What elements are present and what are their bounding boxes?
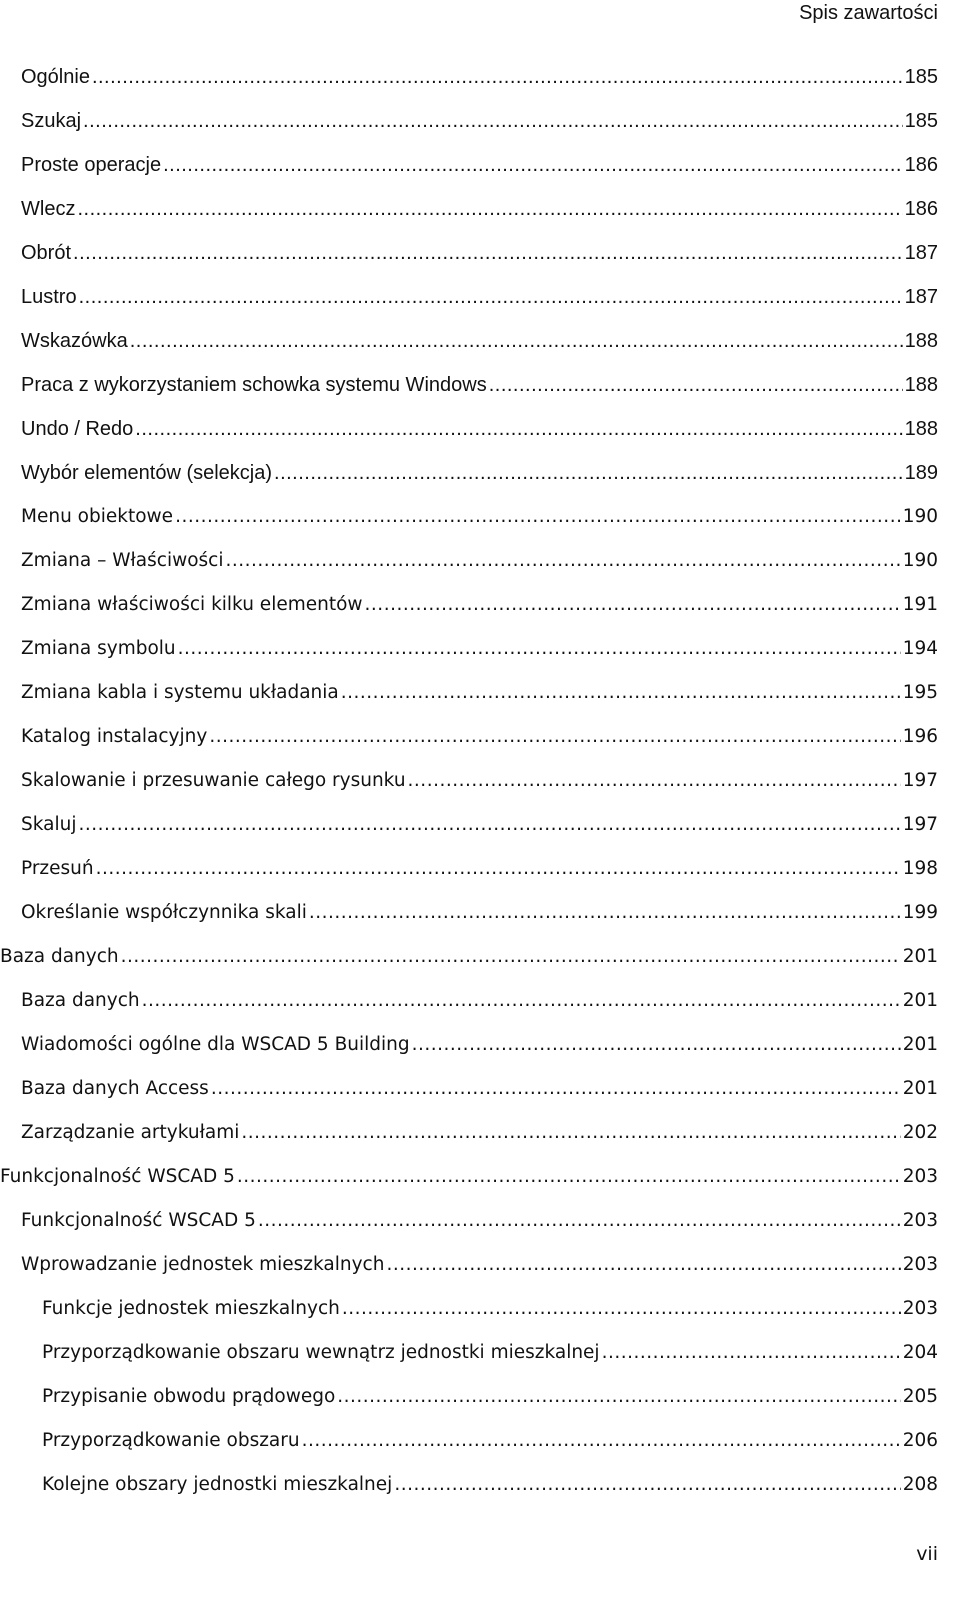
page-header-title: Spis zawartości bbox=[799, 2, 938, 24]
toc-entry-title: Obrót bbox=[21, 242, 72, 264]
toc-entry[interactable] bbox=[0, 979, 938, 1023]
toc-leader-dots bbox=[386, 1243, 900, 1287]
toc-entry-page-number: 196 bbox=[902, 726, 938, 747]
toc-entry[interactable] bbox=[0, 55, 938, 99]
toc-leader-dots bbox=[302, 1419, 901, 1463]
toc-entry-title: Zmiana właściwości kilku elementów bbox=[21, 594, 363, 615]
toc-entry-page-number: 204 bbox=[902, 1342, 938, 1363]
toc-entry[interactable] bbox=[0, 1419, 938, 1463]
toc-entry-title: Funkcjonalność WSCAD 5 bbox=[0, 1166, 235, 1187]
toc-entry[interactable] bbox=[0, 1463, 938, 1507]
toc-entry-title: Szukaj bbox=[21, 110, 82, 132]
toc-entry[interactable] bbox=[0, 1331, 938, 1375]
toc-entry-title: Baza danych bbox=[21, 990, 140, 1011]
toc-entry-title: Lustro bbox=[21, 286, 77, 308]
toc-entry-page-number: 203 bbox=[902, 1166, 938, 1187]
toc-entry-title: Zmiana kabla i systemu układania bbox=[21, 682, 339, 703]
toc-leader-dots bbox=[92, 55, 903, 99]
toc-entry[interactable] bbox=[0, 319, 938, 363]
toc-entry-page-number: 202 bbox=[902, 1122, 938, 1143]
toc-leader-dots bbox=[342, 1287, 901, 1331]
toc-entry-page-number: 197 bbox=[902, 770, 938, 791]
toc-entry-page-number: 199 bbox=[902, 902, 938, 923]
toc-leader-dots bbox=[408, 759, 901, 803]
toc-entry-title: Proste operacje bbox=[21, 154, 162, 176]
toc-entry-title: Przyporządkowanie obszaru bbox=[42, 1430, 300, 1451]
toc-entry-page-number: 186 bbox=[904, 198, 938, 220]
toc-entry-title: Skaluj bbox=[21, 814, 77, 835]
toc-entry-page-number: 203 bbox=[902, 1298, 938, 1319]
toc-entry[interactable] bbox=[0, 407, 938, 451]
toc-entry[interactable] bbox=[0, 803, 938, 847]
toc-leader-dots bbox=[489, 363, 903, 407]
toc-leader-dots bbox=[337, 1375, 900, 1419]
toc-entry-title: Funkcjonalność WSCAD 5 bbox=[21, 1210, 256, 1231]
toc-entry-title: Zmiana symbolu bbox=[21, 638, 176, 659]
toc-entry-title: Skalowanie i przesuwanie całego rysunku bbox=[21, 770, 406, 791]
toc-leader-dots bbox=[96, 847, 901, 891]
toc-entry[interactable] bbox=[0, 891, 938, 935]
toc-entry[interactable] bbox=[0, 1023, 938, 1067]
toc-leader-dots bbox=[394, 1463, 900, 1507]
toc-entry[interactable] bbox=[0, 539, 938, 583]
toc-entry[interactable] bbox=[0, 847, 938, 891]
toc-leader-dots bbox=[602, 1331, 901, 1375]
toc-entry-title: Zarządzanie artykułami bbox=[21, 1122, 240, 1143]
toc-leader-dots bbox=[258, 1199, 901, 1243]
toc-entry-page-number: 208 bbox=[902, 1474, 938, 1495]
toc-entry-page-number: 188 bbox=[904, 330, 938, 352]
toc-entry-page-number: 205 bbox=[902, 1386, 938, 1407]
toc-entry[interactable] bbox=[0, 1243, 938, 1287]
toc-entry[interactable] bbox=[0, 759, 938, 803]
toc-leader-dots bbox=[365, 583, 901, 627]
toc-leader-dots bbox=[78, 803, 900, 847]
toc-entry[interactable] bbox=[0, 451, 938, 495]
toc-entry-title: Praca z wykorzystaniem schowka systemu Windows bbox=[21, 374, 487, 396]
toc-entry-title: Katalog instalacyjny bbox=[21, 726, 208, 747]
toc-leader-dots bbox=[73, 231, 903, 275]
toc-leader-dots bbox=[274, 451, 903, 495]
toc-entry-page-number: 190 bbox=[902, 506, 938, 527]
toc-entry-title: Kolejne obszary jednostki mieszkalnej bbox=[42, 1474, 393, 1495]
toc-entry[interactable] bbox=[0, 1375, 938, 1419]
toc-entry-title: Zmiana – Właściwości bbox=[21, 550, 224, 571]
toc-entry-page-number: 201 bbox=[902, 1034, 938, 1055]
toc-entry-title: Przesuń bbox=[21, 858, 94, 879]
toc-leader-dots bbox=[79, 275, 903, 319]
toc-leader-dots bbox=[412, 1023, 901, 1067]
toc-entry[interactable] bbox=[0, 1199, 938, 1243]
toc-entry[interactable] bbox=[0, 1287, 938, 1331]
toc-entry-page-number: 206 bbox=[902, 1430, 938, 1451]
toc-entry[interactable] bbox=[0, 187, 938, 231]
toc-entry[interactable] bbox=[0, 363, 938, 407]
toc-entry[interactable] bbox=[0, 1067, 938, 1111]
toc-entry-title: Baza danych bbox=[0, 946, 119, 967]
toc-entry-title: Określanie współczynnika skali bbox=[21, 902, 307, 923]
toc-entry-page-number: 189 bbox=[904, 462, 938, 484]
toc-entry-page-number: 185 bbox=[904, 66, 938, 88]
toc-leader-dots bbox=[121, 935, 901, 979]
toc-leader-dots bbox=[309, 891, 901, 935]
toc-entry[interactable] bbox=[0, 627, 938, 671]
page-number: vii bbox=[916, 1543, 938, 1565]
toc-leader-dots bbox=[209, 715, 900, 759]
toc-entry-title: Wlecz bbox=[21, 198, 76, 220]
toc-leader-dots bbox=[77, 187, 902, 231]
toc-entry-title: Wprowadzanie jednostek mieszkalnych bbox=[21, 1254, 385, 1275]
toc-entry-title: Ogólnie bbox=[21, 66, 90, 88]
toc-entry-page-number: 188 bbox=[904, 374, 938, 396]
toc-entry-title: Menu obiektowe bbox=[21, 506, 174, 527]
toc-leader-dots bbox=[175, 495, 901, 539]
toc-entry-page-number: 187 bbox=[904, 286, 938, 308]
toc-entry-page-number: 203 bbox=[902, 1210, 938, 1231]
toc-entry-page-number: 201 bbox=[902, 946, 938, 967]
toc-leader-dots bbox=[241, 1111, 900, 1155]
toc-entry-page-number: 198 bbox=[902, 858, 938, 879]
toc-entry[interactable] bbox=[0, 275, 938, 319]
toc-entry-page-number: 191 bbox=[902, 594, 938, 615]
toc-entry[interactable] bbox=[0, 1155, 938, 1199]
toc-entry-page-number: 201 bbox=[902, 990, 938, 1011]
toc-entry-title: Baza danych Access bbox=[21, 1078, 209, 1099]
toc-leader-dots bbox=[225, 539, 900, 583]
toc-entry[interactable] bbox=[0, 231, 938, 275]
toc-entry[interactable] bbox=[0, 495, 938, 539]
toc-entry[interactable] bbox=[0, 583, 938, 627]
toc-entry[interactable] bbox=[0, 99, 938, 143]
toc-entry-title: Przyporządkowanie obszaru wewnątrz jednostki mieszkalnej bbox=[42, 1342, 600, 1363]
toc-leader-dots bbox=[163, 143, 903, 187]
toc-leader-dots bbox=[83, 99, 903, 143]
toc-entry[interactable] bbox=[0, 715, 938, 759]
toc-entry-page-number: 188 bbox=[904, 418, 938, 440]
toc-leader-dots bbox=[178, 627, 901, 671]
toc-entry-title: Undo / Redo bbox=[21, 418, 134, 440]
toc-entry-title: Wiadomości ogólne dla WSCAD 5 Building bbox=[21, 1034, 410, 1055]
toc-entry-title: Funkcje jednostek mieszkalnych bbox=[42, 1298, 340, 1319]
toc-leader-dots bbox=[135, 407, 902, 451]
toc-entry[interactable] bbox=[0, 1111, 938, 1155]
toc-entry-page-number: 197 bbox=[902, 814, 938, 835]
toc-leader-dots bbox=[237, 1155, 901, 1199]
toc-entry[interactable] bbox=[0, 671, 938, 715]
toc-entry[interactable] bbox=[0, 935, 938, 979]
toc-leader-dots bbox=[341, 671, 901, 715]
toc-entry-page-number: 187 bbox=[904, 242, 938, 264]
toc-leader-dots bbox=[130, 319, 903, 363]
toc-entry-page-number: 195 bbox=[902, 682, 938, 703]
toc-entry-title: Przypisanie obwodu prądowego bbox=[42, 1386, 336, 1407]
toc-entry[interactable] bbox=[0, 143, 938, 187]
toc-entry-title: Wybór elementów (selekcja) bbox=[21, 462, 273, 484]
toc-entry-page-number: 186 bbox=[904, 154, 938, 176]
toc-entry-page-number: 201 bbox=[902, 1078, 938, 1099]
toc-leader-dots bbox=[142, 979, 901, 1023]
toc-entry-page-number: 185 bbox=[904, 110, 938, 132]
toc-entry-title: Wskazówka bbox=[21, 330, 128, 352]
toc-leader-dots bbox=[211, 1067, 901, 1111]
toc-entry-page-number: 203 bbox=[902, 1254, 938, 1275]
toc-entry-page-number: 190 bbox=[902, 550, 938, 571]
table-of-contents bbox=[0, 55, 938, 1507]
toc-entry-page-number: 194 bbox=[902, 638, 938, 659]
